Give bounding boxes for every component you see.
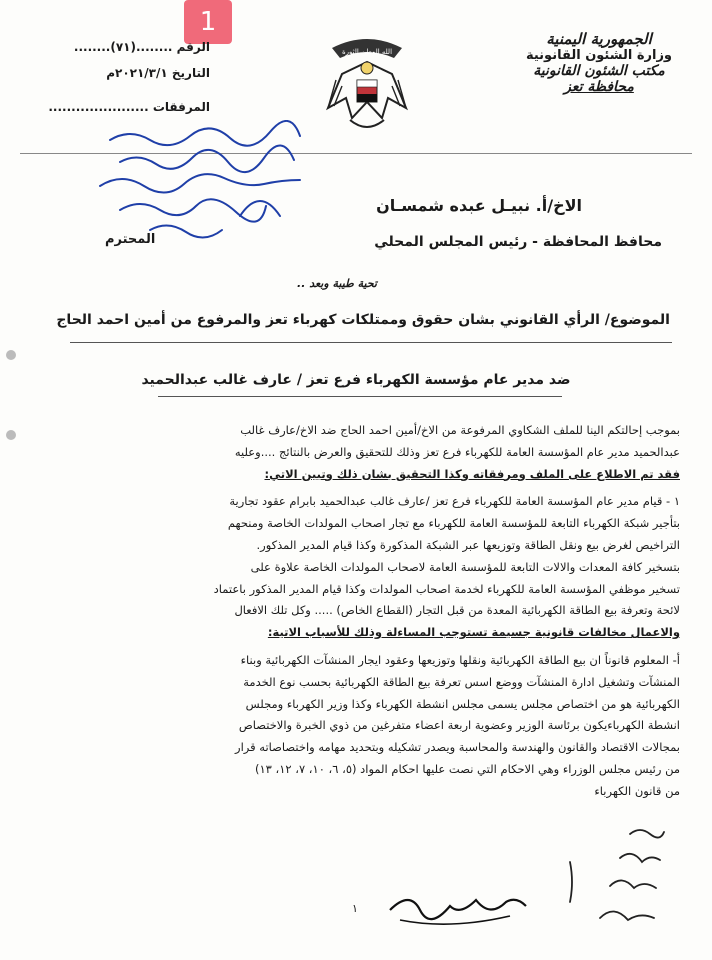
letterhead-line: محافظة تعز xyxy=(564,79,634,95)
page-number: ١ xyxy=(352,902,358,915)
body-line: فقد تم الاطلاع على الملف ومرفقاته وكذا التحقيق بشان ذلك وتبين الاتي: xyxy=(264,466,680,481)
body-line: المنشآت وتشغيل ادارة المنشآت ووضع اسس تعرفة بيع الطاقة الكهربائية بحسب نوع الخدمة xyxy=(243,674,680,689)
body-line: تسخير موظفي المؤسسة العامة للكهرباء لخدمة اصحاب المولدات وكذا قيام المدير المذكور باعتماد xyxy=(213,581,680,596)
body-line: والاعمال مخالفات قانونية جسيمة تستوجب المساءلة وذلك للأسباب الاتية: xyxy=(267,625,680,640)
body-line: أ- المعلوم قانوناً ان بيع الطاقة الكهربائية ونقلها وتوزيعها وعقود ايجار المنشآت الكهربائية وبناء xyxy=(240,652,680,667)
body-line: من قانون الكهرباء xyxy=(594,783,680,798)
attachments: المرفقات ...................... xyxy=(48,100,210,114)
body-line: ١ - قيام مدير عام المؤسسة العامة للكهرباء فرع تعز /عارف غالب عبدالحميد بابرام عقود تجارية xyxy=(229,494,680,509)
punch-hole xyxy=(6,430,16,440)
handwritten-directive xyxy=(90,120,320,250)
letterhead-line: مكتب الشئون القانونية xyxy=(533,63,665,79)
letterhead-right xyxy=(504,30,694,95)
subject-line-2: ضد مدير عام مؤسسة الكهرباء فرع تعز / عارف غالب عبدالحميد xyxy=(141,372,571,388)
letter-reference-block xyxy=(40,34,210,120)
body-line: بمجالات الاقتصاد والقانون والهندسة والمحاسبة ويصدر تشكيله وبتحديد مهامه واختصاصاته قرار xyxy=(235,740,680,755)
addressee-title: محافظ المحافظة - رئيس المجلس المحلي xyxy=(374,234,662,250)
letterhead-line: الجمهورية اليمنية xyxy=(546,30,652,48)
letter-date: التاريخ ٢٠٢١/٣/١م xyxy=(106,66,210,80)
letterhead-line: وزارة الشئون القانونية xyxy=(525,48,673,63)
body-line: التراخيص لغرض بيع ونقل الطاقة وتوزيعها عبر الشبكة المذكورة وكذا قيام المدير المذكور. xyxy=(256,537,680,552)
body-line: بتأجير شبكة الكهرباء التابعة للمؤسسة العامة للكهرباء مع تجار اصحاب المولدات الخاصة ومنحهم xyxy=(227,516,680,531)
subject-underline xyxy=(70,342,672,343)
margin-handwritten-note xyxy=(560,822,670,942)
yemen-eagle-emblem-icon xyxy=(322,28,412,138)
subject-line: الموضوع/ الرأي القانوني بشان حقوق وممتلكات كهرباء تعز والمرفوع من أمين احمد الحاج xyxy=(56,312,670,328)
body-line: بموجب إحالتكم الينا للملف الشكاوي المرفوعة من الاخ/أمين احمد الحاج ضد الاخ/عارف غالب xyxy=(240,423,680,437)
body-line: من رئيس مجلس الوزراء وهي الاحكام التي نصت عليها احكام المواد (٥، ٦، ١٠، ٧، ١٢، ١٣) xyxy=(254,761,680,776)
emblem-banner-text: الله الوطن الثورة xyxy=(341,48,393,56)
letter-body xyxy=(30,420,680,803)
punch-hole xyxy=(6,350,16,360)
addressee-name: الاخ/أ. نبيـل عبده شمسـان xyxy=(376,196,582,215)
body-line: لائحة وتعرفة بيع الطاقة الكهربائية المعدة من قبل التجار (القطاع الخاص) ..... وكل تلك الافعال xyxy=(234,603,680,618)
body-line: بتسخير كافة المعدات والالات التابعة للمؤسسة العامة لاصحاب المولدات الخاصة علاوة على xyxy=(250,559,680,574)
body-line: عبدالحميد مدير عام المؤسسة العامة للكهرباء فرع تعز وذلك للتحقيق والعرض بالنتائج ....وعليه xyxy=(234,444,680,459)
salutation-respected: المحترم xyxy=(105,232,156,247)
body-line: انشطة الكهرباءيكون برئاسة الوزير وعضوية اربعة اعضاء متفرغين من ذوي الخبرة والاختصاص xyxy=(238,718,680,733)
body-line: الكهربائية هو من اختصاص مجلس يسمى مجلس انشطة الكهرباء وكذا وزير الكهرباء ومجلس xyxy=(245,696,680,711)
subject-underline xyxy=(158,396,562,397)
reference-number: الرقم ........(٧١)........ xyxy=(73,40,210,54)
signature xyxy=(380,880,530,936)
page-counter-badge: 1 xyxy=(184,0,232,44)
greeting: تحية طيبة وبعد .. xyxy=(297,277,377,290)
